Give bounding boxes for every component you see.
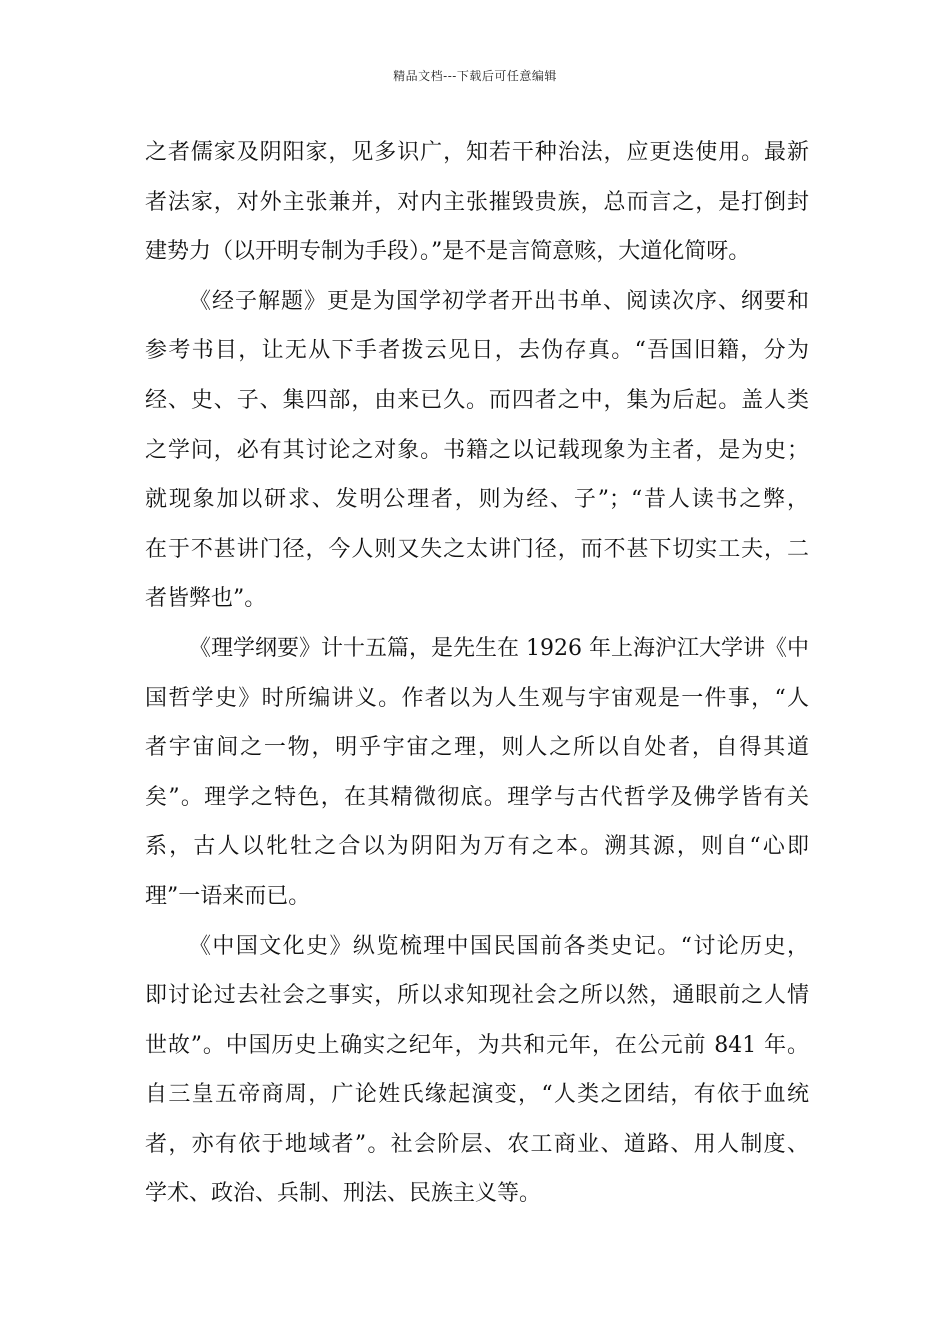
paragraph: [145, 922, 809, 1220]
text-line: 即讨论过去社会之事实，所以求知现社会之所以然，通眼前之人情: [145, 983, 809, 1009]
paragraph: [145, 128, 809, 277]
text-line: 自三皇五帝商周，广论姓氏缘起演变，“人类之团结，有依于血统: [145, 1082, 809, 1108]
text-line: 在于不甚讲门径，今人则又失之太讲门径，而不甚下切实工夫，二: [145, 536, 809, 562]
text-line: 世故”。中国历史上确实之纪年，为共和元年，在公元前 841 年。: [145, 1032, 809, 1058]
page-header: 精品文档---下载后可任意编辑: [393, 69, 557, 83]
text-line: 者皆弊也”。: [145, 586, 267, 612]
text-line: 之者儒家及阴阳家，见多识广，知若干种治法，应更迭使用。最新: [145, 140, 809, 165]
text-line: 经、史、子、集四部，由来已久。而四者之中，集为后起。盖人类: [145, 387, 809, 413]
paragraph: [145, 277, 809, 624]
text-line: 《中国文化史》纵览梳理中国民国前各类史记。“讨论历史，: [189, 933, 809, 959]
document-body: [145, 128, 809, 1219]
text-line: 学术、政治、兵制、刑法、民族主义等。: [145, 1181, 542, 1207]
text-line: 系，古人以牝牡之合以为阴阳为万有之本。溯其源，则自“心即: [145, 834, 809, 860]
text-line: 矣”。理学之特色，在其精微彻底。理学与古代哲学及佛学皆有关: [145, 784, 809, 810]
text-line: 就现象加以研求、发明公理者，则为经、子”；“昔人读书之弊，: [145, 487, 809, 513]
text-line: 建势力（以开明专制为手段）。”是不是言简意赅，大道化简呀。: [145, 239, 751, 265]
text-line: 《经子解题》更是为国学初学者开出书单、阅读次序、纲要和: [189, 288, 809, 314]
text-line: 者，亦有依于地域者”。社会阶层、农工商业、道路、用人制度、: [145, 1131, 809, 1157]
text-line: 者法家，对外主张兼并，对内主张摧毁贵族，总而言之，是打倒封: [145, 189, 809, 215]
text-line: 者宇宙间之一物，明乎宇宙之理，则人之所以自处者，自得其道: [145, 735, 809, 761]
text-line: 《理学纲要》计十五篇，是先生在 1926 年上海沪江大学讲《中: [189, 635, 809, 661]
paragraph: [145, 624, 809, 922]
text-line: 国哲学史》时所编讲义。作者以为人生观与宇宙观是一件事，“人: [145, 685, 809, 711]
text-line: 理”一语来而已。: [145, 883, 311, 909]
text-line: 之学问，必有其讨论之对象。书籍之以记载现象为主者，是为史；: [145, 437, 809, 463]
text-line: 参考书目，让无从下手者拨云见日，去伪存真。“吾国旧籍，分为: [145, 338, 809, 364]
